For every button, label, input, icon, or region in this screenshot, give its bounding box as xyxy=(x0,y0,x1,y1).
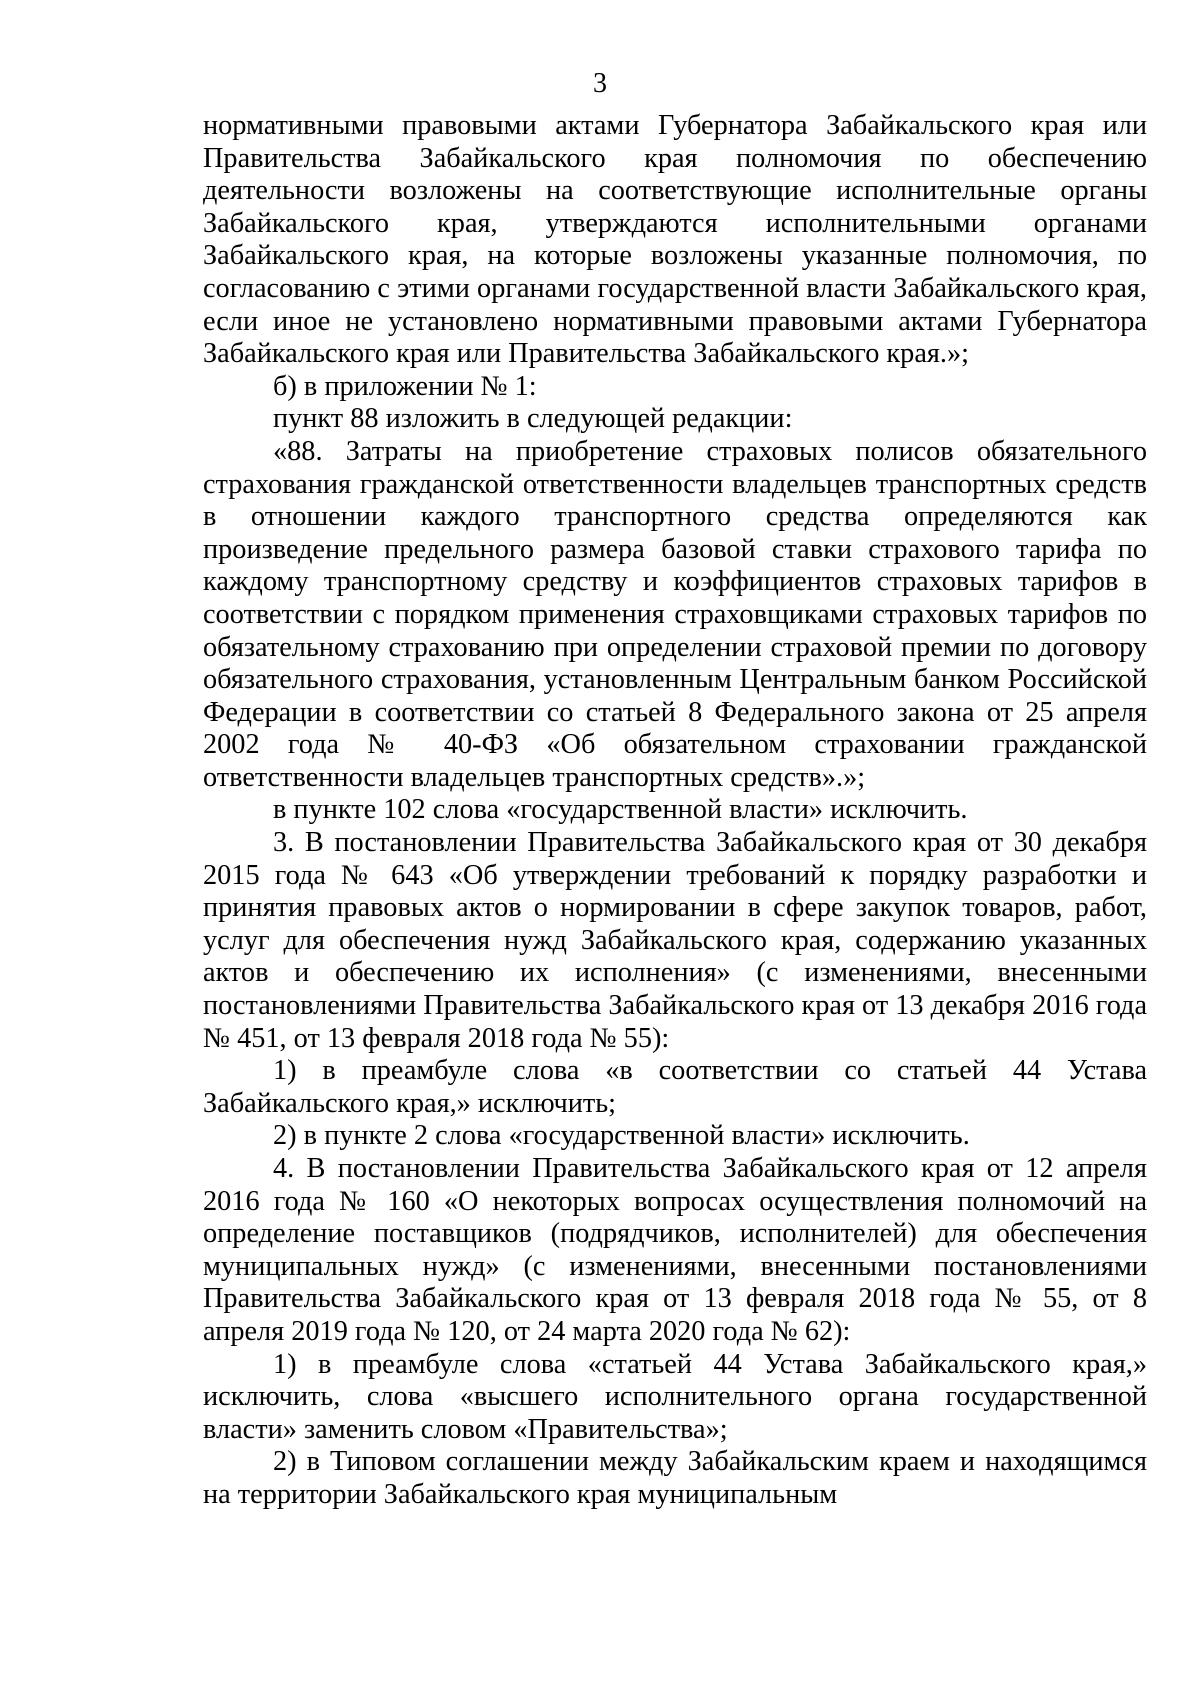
paragraph-item-4-1: 1) в преамбуле слова «статьей 44 Устава Забайкальского края,» исключить, слова «высшего исполнительного органа государственной власти» заменить словом «Правительства»; xyxy=(203,1348,1147,1445)
paragraph-continuation: нормативными правовыми актами Губернатора Забайкальского края или Правительства Забайкальского края полномочия по обеспечению деятельности возложены на соответствующие исполнительные органы Забайкальского края, утверждаются исполнительными органами Забайкальского края, на которые возложены указанные полномочия, по согласованию с этими органами государственной власти Забайкальского края, если иное не установлено нормативными правовыми актами Губернатора Забайкальского края или Правительства Забайкальского края.»; xyxy=(203,110,1147,370)
document-body xyxy=(203,110,1147,1512)
paragraph-point-102: в пункте 102 слова «государственной власти» исключить. xyxy=(273,794,968,826)
paragraph-item-4: 4. В постановлении Правительства Забайкальского края от 12 апреля 2016 года № 160 «О некоторых вопросах осуществления полномочий на определение поставщиков (подрядчиков, исполнителей) для обеспечения муниципальных нужд» (с изменениями, внесенными постановлениями Правительства Забайкальского края от 13 февраля 2018 года № 55, от 8 апреля 2019 года № 120, от 24 марта 2020 года № 62): xyxy=(203,1153,1147,1347)
paragraph-point-88-intro: пункт 88 изложить в следующей редакции: xyxy=(273,403,793,435)
paragraph-appendix-heading: б) в приложении № 1: xyxy=(273,370,537,402)
paragraph-item-4-2: 2) в Типовом соглашении между Забайкальским краем и находящимся на территории Забайкальского края муниципальным xyxy=(203,1446,1147,1510)
page-number: 3 xyxy=(593,68,607,99)
paragraph-item-3-2: 2) в пункте 2 слова «государственной власти» исключить. xyxy=(273,1120,970,1152)
paragraph-point-88-text: «88. Затраты на приобретение страховых полисов обязательного страхования гражданской ответственности владельцев транспортных средств в отношении каждого транспортного средства определяются как произведение предельного размера базовой ставки страхового тарифа по каждому транспортному средству и коэффициентов страховых тарифов в соответствии с порядком применения страховщиками страховых тарифов по обязательному страхованию при определении страховой премии по договору обязательного страхования, установленным Центральным банком Российской Федерации в соответствии со статьей 8 Федерального закона от 25 апреля 2002 года № 40-ФЗ «Об обязательном страховании гражданской ответственности владельцев транспортных средств».»; xyxy=(203,435,1147,793)
paragraph-item-3-1: 1) в преамбуле слова «в соответствии со статьей 44 Устава Забайкальского края,» исключить; xyxy=(203,1055,1147,1119)
paragraph-item-3: 3. В постановлении Правительства Забайкальского края от 30 декабря 2015 года № 643 «Об утверждении требований к порядку разработки и принятия правовых актов о нормировании в сфере закупок товаров, работ, услуг для обеспечения нужд Забайкальского края, содержанию указанных актов и обеспечению их исполнения» (с изменениями, внесенными постановлениями Правительства Забайкальского края от 13 декабря 2016 года № 451, от 13 февраля 2018 года № 55): xyxy=(203,827,1147,1054)
